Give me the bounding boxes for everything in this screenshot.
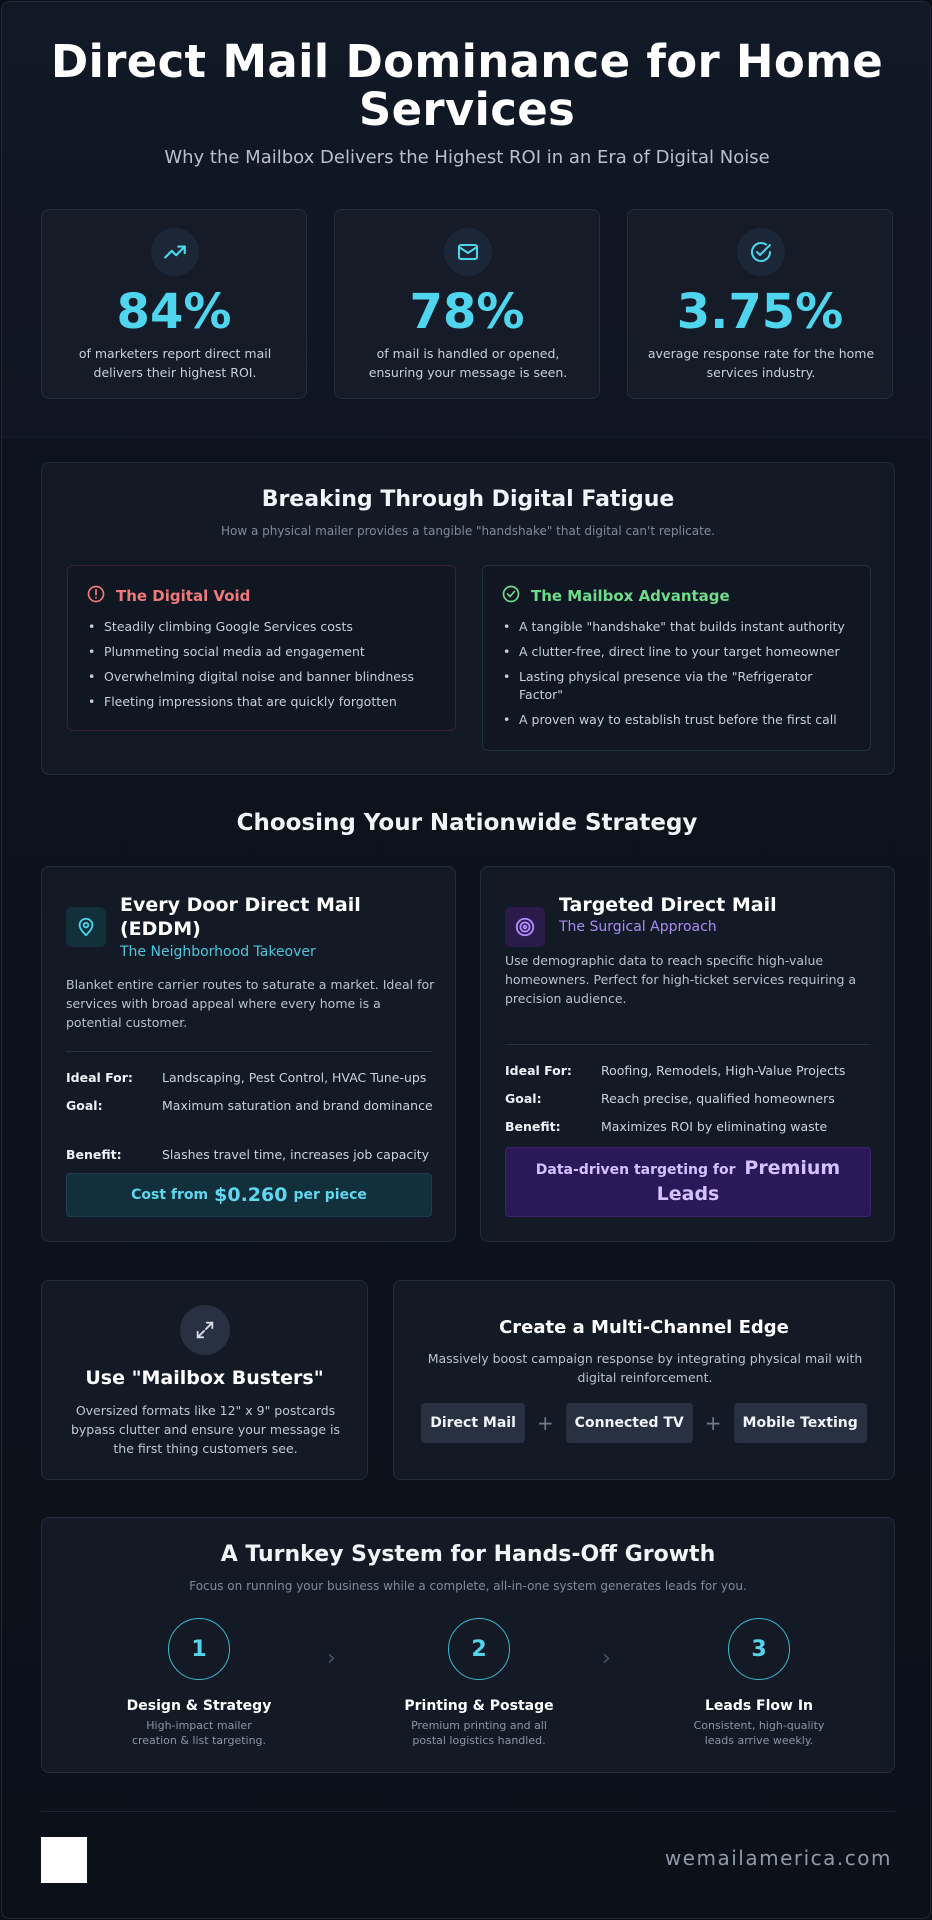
website-link[interactable]: wemailamerica.com [664,1846,892,1870]
step-description: High-impact mailer creation & list targeting. [131,1719,267,1747]
mailbox-advantage-card [482,565,871,751]
page-subtitle: Why the Mailbox Delivers the Highest ROI in an Era of Digital Noise [164,147,770,168]
target-icon [505,907,545,947]
mailbox-advantage-title: The Mailbox Advantage [531,587,730,605]
list-item: • Plummeting social media ad engagement [86,643,441,661]
stat-card-opened [334,209,600,399]
hero-section [2,2,931,438]
list-item: • A proven way to establish trust before the first call [501,711,856,729]
list-item: • Overwhelming digital noise and banner blindness [86,668,441,686]
mail-icon [444,228,492,276]
step-name: Leads Flow In [704,1698,814,1714]
targeted-premium-banner [505,1147,871,1217]
row-value: Maximum saturation and brand dominance [162,1098,433,1113]
infographic [1,1,931,1919]
trending-up-icon [151,228,199,276]
map-pin-icon [66,907,106,947]
list-item: • A clutter-free, direct line to your target homeowner [501,643,856,661]
mailbox-busters-card [41,1280,368,1480]
multichannel-text: Massively boost campaign response by integrating physical mail with digital reinforcement. [427,1351,863,1385]
targeted-benefit-row [505,1118,875,1135]
eddm-tagline: The Neighborhood Takeover [120,944,316,960]
eddm-description: Blanket entire carrier routes to saturate a market. Ideal for services with broad appeal where every home is a potential customer. [66,977,435,1030]
step-1 [89,1618,309,1748]
eddm-goal-row [66,1097,436,1114]
row-label: Benefit: [66,1147,122,1162]
targeted-description: Use demographic data to reach specific high-value homeowners. Perfect for high-ticket services requiring a precision audience. [505,953,857,1006]
mailbox-advantage-header [501,584,730,608]
strategy-title: Choosing Your Nationwide Strategy [236,810,698,836]
step-number: 2 [448,1618,510,1680]
chevron-right-icon: › [327,1646,336,1671]
channel-chip-connected-tv: Connected TV [566,1403,693,1443]
premium-line [506,1156,870,1208]
step-number: 3 [728,1618,790,1680]
row-value: Slashes travel time, increases job capacity [162,1147,430,1162]
digital-void-header [86,584,250,608]
turnkey-section [41,1517,895,1773]
channel-list [394,1403,894,1443]
divider [66,1051,432,1052]
row-value: Maximizes ROI by eliminating waste [601,1119,828,1134]
step-description: Premium printing and all postal logistics handled. [411,1719,547,1747]
check-circle-icon [501,584,521,608]
digital-void-list [86,618,441,718]
section-title: Breaking Through Digital Fatigue [261,487,675,512]
premium-prefix: Data-driven targeting for [535,1162,736,1178]
divider [505,1044,871,1045]
check-circle-icon [737,228,785,276]
targeted-goal-row [505,1090,875,1107]
eddm-ideal-row [66,1069,436,1086]
cost-value: $0.260 [214,1184,288,1206]
row-value: Reach precise, qualified homeowners [601,1091,835,1106]
multichannel-title: Create a Multi-Channel Edge [499,1317,789,1338]
row-label: Ideal For: [505,1063,572,1078]
row-value: Roofing, Remodels, High-Value Projects [601,1063,846,1078]
stat-value: 84% [116,284,232,340]
step-number: 1 [168,1618,230,1680]
targeted-card [480,866,895,1242]
page-title: Direct Mail Dominance for Home Services [50,35,884,136]
digital-void-card [67,565,456,731]
plus-icon: + [704,1411,722,1435]
digital-void-title: The Digital Void [116,587,251,605]
list-item: • A tangible "handshake" that builds instant authority [501,618,856,636]
cost-prefix: Cost from [131,1187,209,1203]
step-3 [649,1618,869,1748]
maximize-icon [180,1305,230,1355]
eddm-benefit-row [66,1146,436,1163]
targeted-tagline: The Surgical Approach [559,919,717,935]
step-name: Design & Strategy [126,1698,272,1714]
chevron-right-icon: › [602,1646,611,1671]
stat-value: 3.75% [676,284,844,340]
eddm-cost-banner [66,1173,432,1217]
list-item: • Steadily climbing Google Services costs [86,618,441,636]
stat-text: of mail is handled or opened, ensuring your message is seen. [368,346,568,380]
cost-suffix: per piece [293,1187,367,1203]
section-title: A Turnkey System for Hands-Off Growth [220,1542,716,1567]
section-subtitle: Focus on running your business while a complete, all-in-one system generates leads for you. [189,1579,747,1593]
row-label: Goal: [66,1098,103,1113]
logo [41,1837,87,1883]
footer-divider [41,1811,895,1812]
eddm-title: Every Door Direct Mail (EDDM) [120,894,361,940]
list-item: • Lasting physical presence via the "Refrigerator Factor" [501,668,856,704]
plus-icon: + [536,1411,554,1435]
stat-text: of marketers report direct mail delivers their highest ROI. [78,346,272,380]
step-description: Consistent, high-quality leads arrive weekly. [693,1719,825,1747]
stat-card-roi [41,209,307,399]
step-name: Printing & Postage [404,1698,554,1714]
channel-chip-direct-mail: Direct Mail [421,1403,525,1443]
row-value: Landscaping, Pest Control, HVAC Tune-ups [162,1070,427,1085]
mailbox-advantage-list [501,618,856,736]
channel-chip-mobile-texting: Mobile Texting [734,1403,867,1443]
fatigue-section [41,462,895,775]
premium-value: Premium Leads [656,1157,841,1205]
step-2 [369,1618,589,1748]
stat-value: 78% [409,284,525,340]
list-item: • Fleeting impressions that are quickly forgotten [86,693,441,711]
stat-text: average response rate for the home services industry. [647,346,875,380]
row-label: Ideal For: [66,1070,133,1085]
row-label: Benefit: [505,1119,561,1134]
eddm-card [41,866,456,1242]
targeted-ideal-row [505,1062,875,1079]
alert-icon [86,584,106,608]
mailbox-busters-title: Use "Mailbox Busters" [85,1367,324,1389]
stat-card-response [627,209,893,399]
multichannel-card [393,1280,895,1480]
section-subtitle: How a physical mailer provides a tangible "handshake" that digital can't replicate. [220,524,716,538]
targeted-title: Targeted Direct Mail [559,894,777,916]
row-label: Goal: [505,1091,542,1106]
mailbox-busters-text: Oversized formats like 12" x 9" postcards bypass clutter and ensure your message is the first thing customers see. [70,1403,341,1456]
